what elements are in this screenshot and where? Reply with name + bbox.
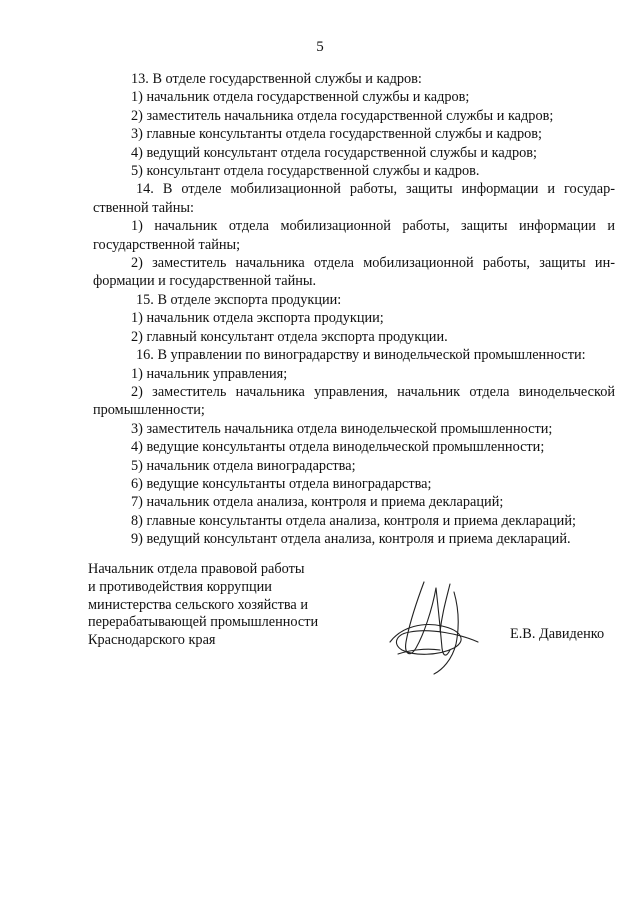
signatory-title-line: Краснодарского края (88, 632, 216, 649)
list-item: 5) консультант отдела государственной службы и кадров. (131, 163, 480, 180)
page-number: 5 (316, 39, 324, 55)
list-item: 1) начальник отдела государственной службы и кадров; (131, 89, 470, 106)
list-item: 4) ведущие консультанты отдела винодельческой промышленности; (131, 439, 545, 456)
list-item: 2) главный консультант отдела экспорта продукции. (131, 328, 448, 345)
signatory-title-line: перерабатывающей промышленности (88, 614, 319, 631)
section-heading-14-cont: ственной тайны: (93, 199, 194, 216)
list-item-cont: государственной тайны; (93, 236, 241, 253)
list-item: 9) ведущий консультант отдела анализа, контроля и приема деклараций. (131, 531, 571, 548)
signatory-title (88, 561, 358, 650)
list-item: 1) начальник отдела экспорта продукции; (131, 310, 384, 327)
signatory-title-line: Начальник отдела правовой работы (88, 561, 305, 577)
handwritten-signature (380, 570, 490, 680)
list-item: 1) начальник отдела мобилизационной работы, защиты информации и (131, 218, 615, 235)
list-item-cont: формации и государственной тайны. (93, 273, 317, 290)
signatory-name: Е.В. Давиденко (510, 626, 605, 642)
list-item: 4) ведущий консультант отдела государственной службы и кадров; (131, 144, 538, 161)
section-heading-15: 15. В отделе экспорта продукции: (136, 291, 342, 308)
list-item: 5) начальник отдела виноградарства; (131, 457, 356, 474)
list-item-cont: промышленности; (93, 402, 205, 419)
list-item: 2) заместитель начальника управления, начальник отдела винодельческой (131, 383, 615, 400)
signatory-title-line: и противодействия коррупции (88, 578, 272, 595)
list-item: 3) главные консультанты отдела государственной службы и кадров; (131, 126, 543, 143)
signatory-title-line: министерства сельского хозяйства и (88, 596, 308, 613)
section-heading-13: 13. В отделе государственной службы и кадров: (131, 71, 422, 87)
section-heading-16: 16. В управлении по виноградарству и винодельческой промышленности: (136, 347, 586, 364)
list-item: 2) заместитель начальника отдела мобилизационной работы, защиты ин- (131, 255, 615, 272)
list-item: 1) начальник управления; (131, 365, 288, 382)
section-heading-14: 14. В отделе мобилизационной работы, защиты информации и государ- (136, 181, 615, 198)
list-item: 2) заместитель начальника отдела государственной службы и кадров; (131, 107, 554, 124)
list-item: 8) главные консультанты отдела анализа, контроля и приема деклараций; (131, 512, 576, 529)
list-item: 3) заместитель начальника отдела винодельческой промышленности; (131, 420, 553, 437)
list-item: 7) начальник отдела анализа, контроля и приема деклараций; (131, 494, 504, 511)
list-item: 6) ведущие консультанты отдела виноградарства; (131, 475, 432, 492)
document-body (93, 70, 615, 549)
